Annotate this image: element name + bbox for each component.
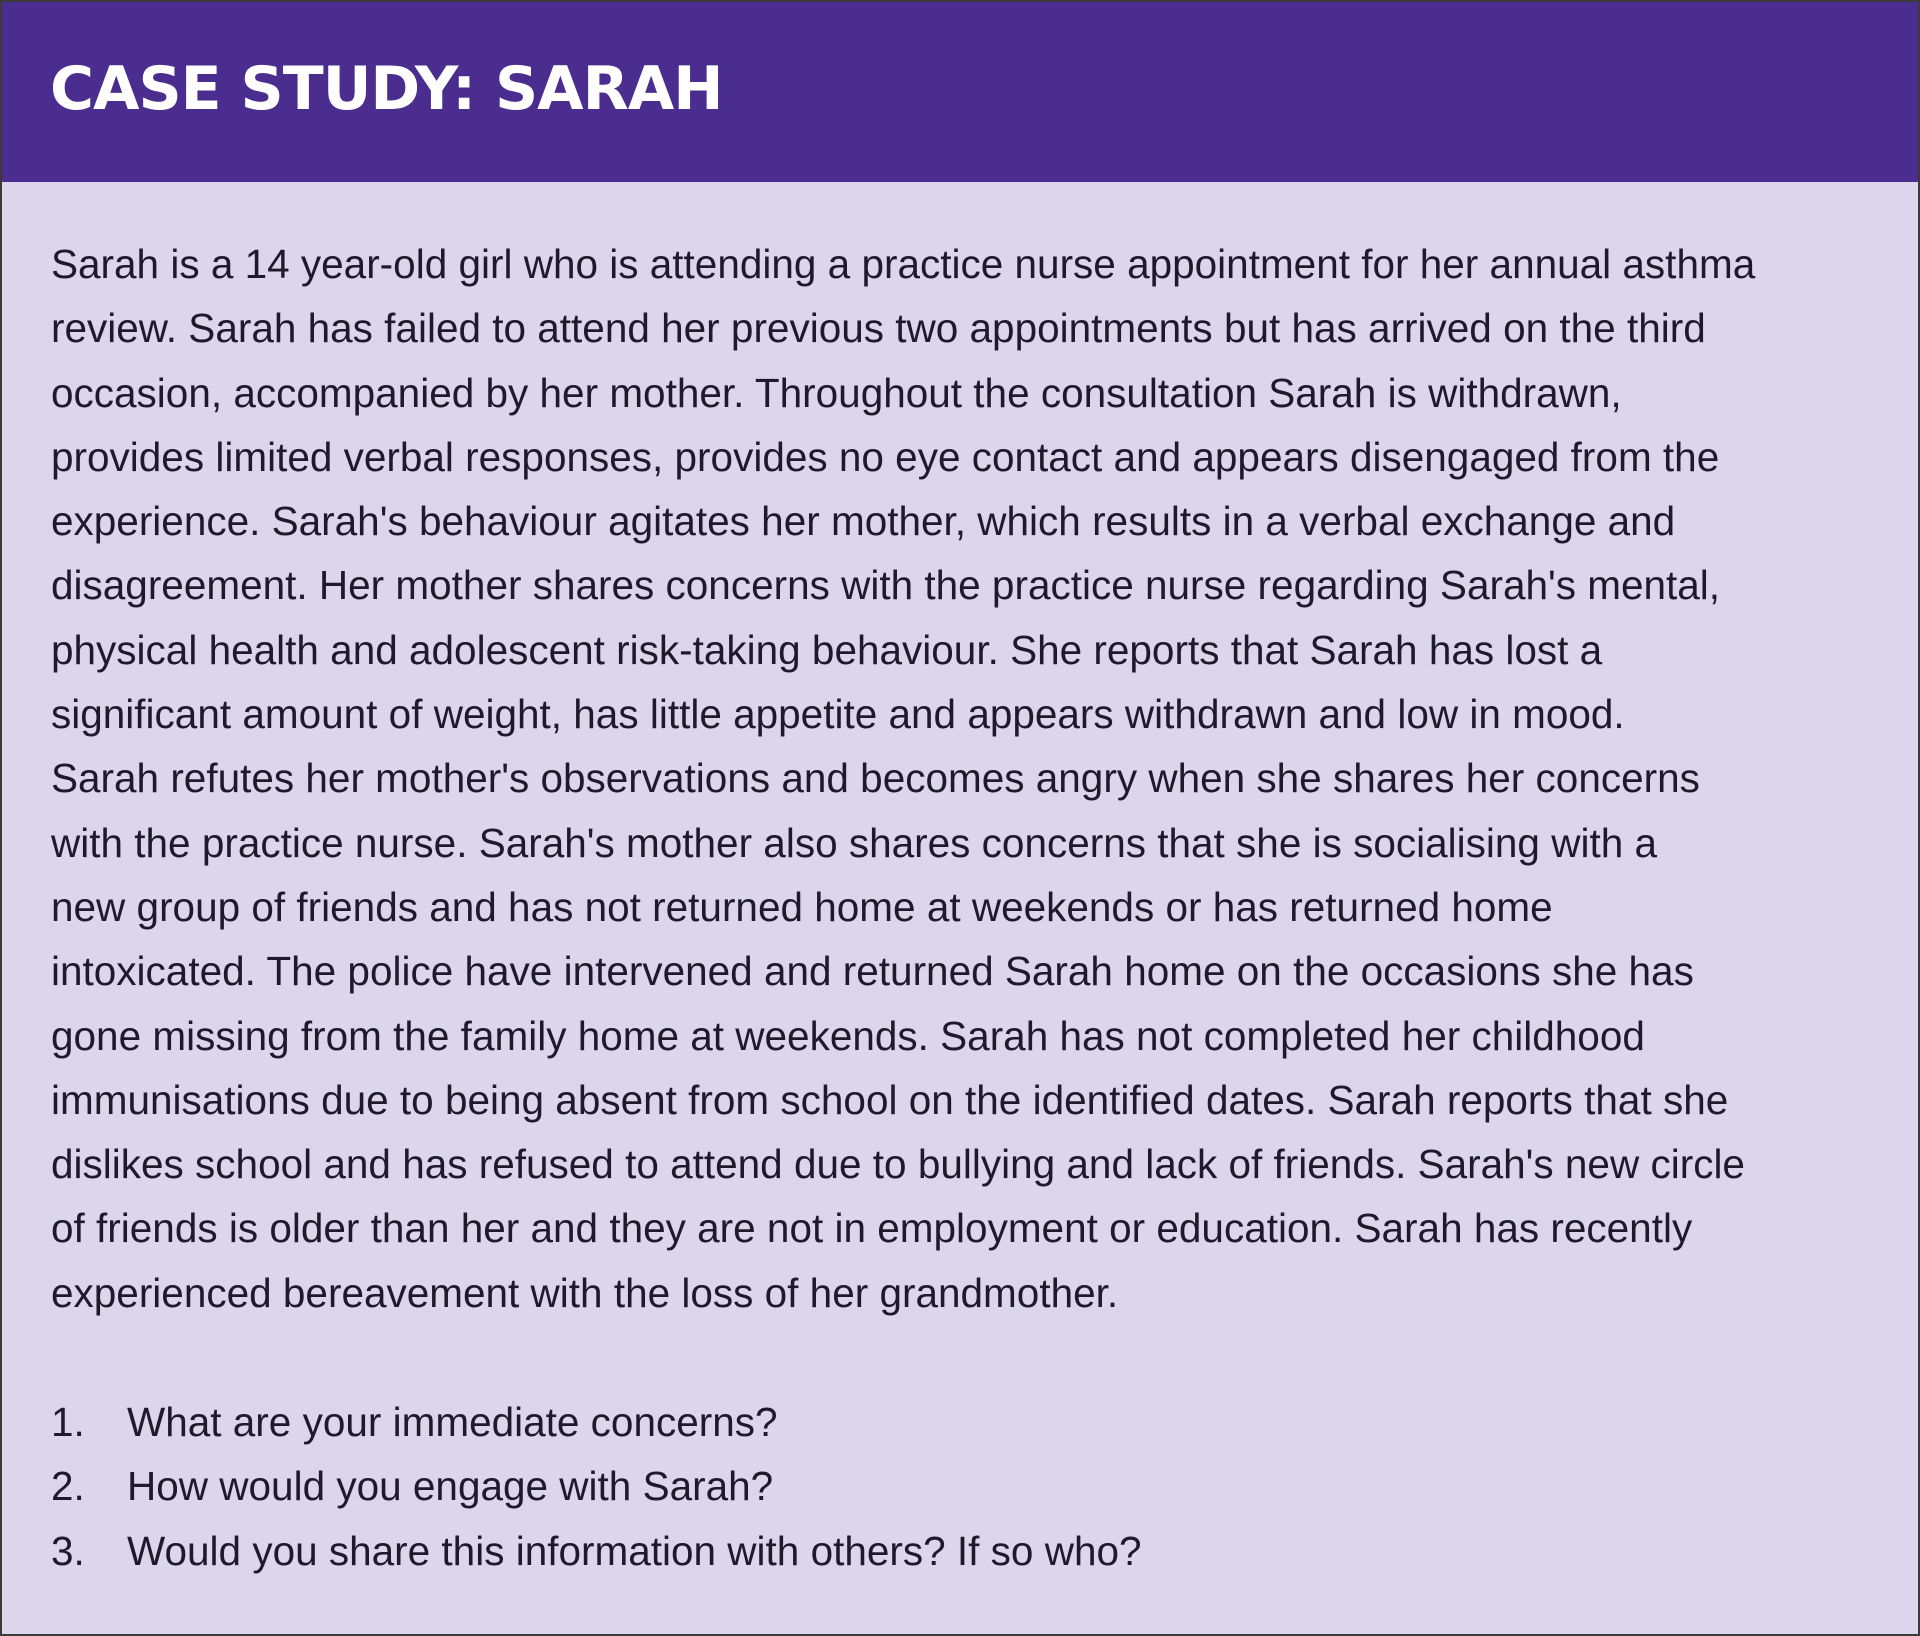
case-text-line: of friends is older than her and they are not in employment or education. Sarah has recently bbox=[51, 1205, 1693, 1252]
case-text-line: provides limited verbal responses, provides no eye contact and appears disengaged from the bbox=[51, 433, 1720, 480]
question-text: How would you engage with Sarah? bbox=[127, 1463, 774, 1510]
question-item bbox=[51, 1519, 1142, 1583]
question-text: What are your immediate concerns? bbox=[127, 1399, 778, 1445]
case-text-line: physical health and adolescent risk-taking behaviour. She reports that Sarah has lost a bbox=[51, 626, 1603, 673]
header-bar bbox=[2, 2, 1918, 182]
question-number: 3. bbox=[51, 1527, 85, 1574]
question-list bbox=[51, 1390, 1142, 1583]
case-text-line: dislikes school and has refused to attend due to bullying and lack of friends. Sarah's new circle bbox=[51, 1141, 1745, 1188]
question-item bbox=[51, 1454, 1142, 1518]
case-text-line: gone missing from the family home at weekends. Sarah has not completed her childhood bbox=[51, 1012, 1645, 1059]
question-number: 2. bbox=[51, 1463, 85, 1510]
case-text-line: occasion, accompanied by her mother. Throughout the consultation Sarah is withdrawn, bbox=[51, 369, 1622, 416]
case-text-line: immunisations due to being absent from school on the identified dates. Sarah reports that she bbox=[51, 1076, 1729, 1123]
case-text-line: Sarah refutes her mother's observations and becomes angry when she shares her concerns bbox=[51, 755, 1700, 802]
case-text-line: significant amount of weight, has little appetite and appears withdrawn and low in mood. bbox=[51, 691, 1625, 738]
case-description bbox=[51, 232, 1891, 1325]
case-text-line: disagreement. Her mother shares concerns with the practice nurse regarding Sarah's mental, bbox=[51, 562, 1721, 609]
question-number: 1. bbox=[51, 1399, 85, 1445]
case-text-line: Sarah is a 14 year-old girl who is attending a practice nurse appointment for her annual asthma bbox=[51, 241, 1756, 287]
case-text-line: with the practice nurse. Sarah's mother also shares concerns that she is socialising with a bbox=[51, 819, 1657, 866]
case-text-line: experience. Sarah's behaviour agitates her mother, which results in a verbal exchange and bbox=[51, 498, 1676, 545]
case-text-line: review. Sarah has failed to attend her previous two appointments but has arrived on the third bbox=[51, 305, 1706, 352]
question-item bbox=[51, 1390, 1142, 1454]
case-text-line: experienced bereavement with the loss of her grandmother. bbox=[51, 1269, 1119, 1316]
case-text-line: new group of friends and has not returned home at weekends or has returned home bbox=[51, 883, 1553, 930]
case-text-line: intoxicated. The police have intervened and returned Sarah home on the occasions she has bbox=[51, 948, 1694, 995]
question-text: Would you share this information with others? If so who? bbox=[127, 1527, 1142, 1574]
page-title: CASE STUDY: SARAH bbox=[50, 54, 723, 124]
